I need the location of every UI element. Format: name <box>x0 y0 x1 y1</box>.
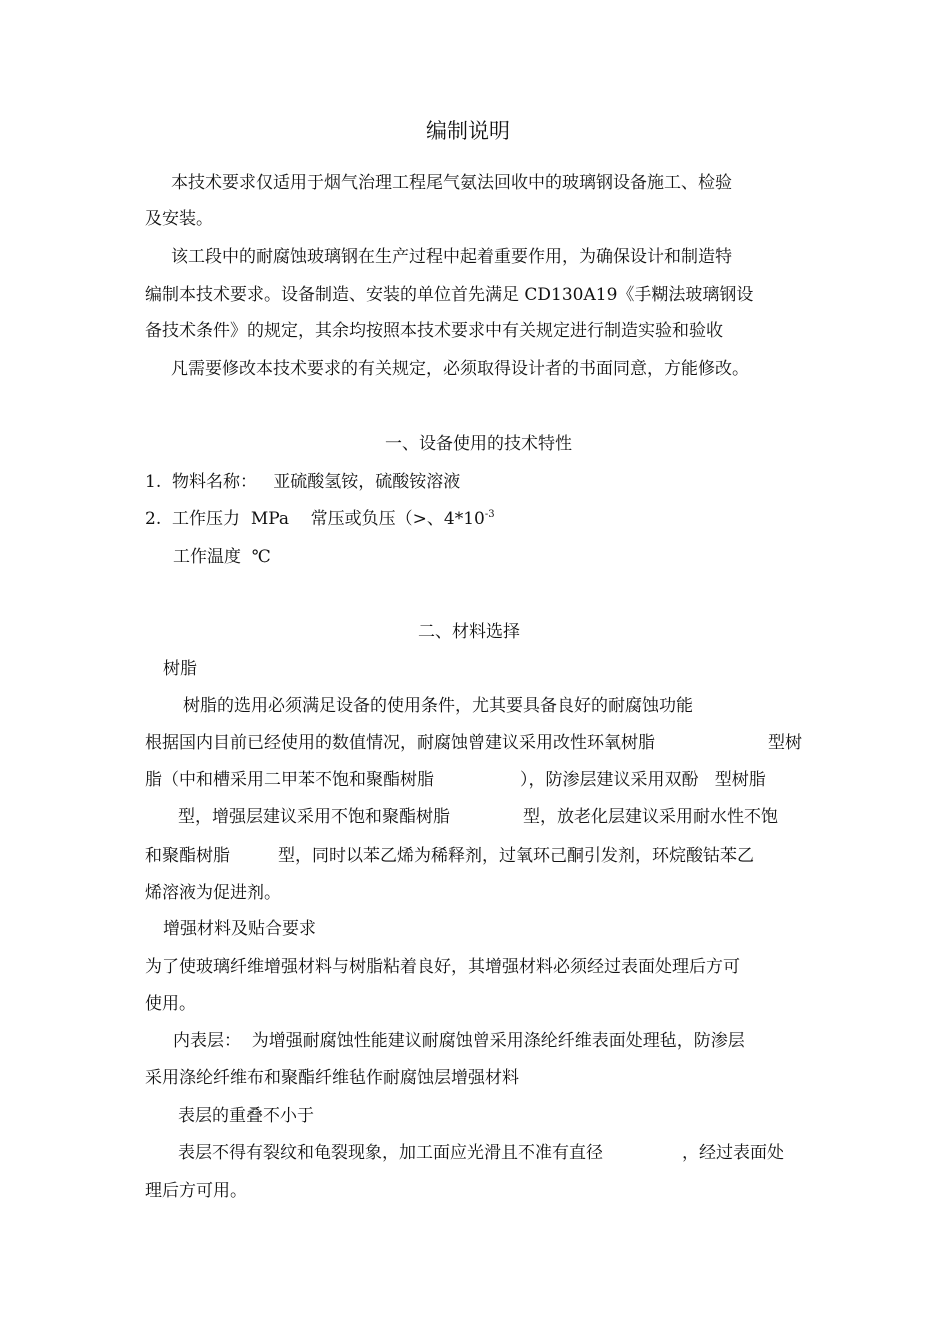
resin-paragraph-2-line-2: 脂（中和槽采用二甲苯不饱和聚酯树脂 <box>145 770 434 790</box>
surface-requirement-cont: 理后方可用。 <box>145 1181 247 1201</box>
resin-paragraph-1: 树脂的选用必须满足设备的使用条件，尤其要具备良好的耐腐蚀功能 <box>183 696 693 716</box>
overlap-requirement: 表层的重叠不小于 <box>178 1106 314 1126</box>
intro-paragraph-2-cont: 编制本技术要求。设备制造、安装的单位首先满足 CD130A19《手糊法玻璃钢设 <box>145 285 754 305</box>
section-2-heading: 二、材料选择 <box>418 622 520 642</box>
intro-paragraph-2: 该工段中的耐腐蚀玻璃钢在生产过程中起着重要作用，为确保设计和制造特 <box>171 247 732 267</box>
resin-paragraph-2-line-5: 烯溶液为促进剂。 <box>145 883 281 903</box>
resin-paragraph-2-line-1: 根据国内目前已经使用的数值情况，耐腐蚀曾建议采用改性环氧树脂 <box>145 733 655 753</box>
resin-paragraph-2-line-3: 型，增强层建议采用不饱和聚酯树脂 <box>178 807 450 827</box>
page-title: 编制说明 <box>426 119 510 143</box>
resin-paragraph-2-line-1-end: 型树 <box>768 733 802 753</box>
inner-layer-paragraph: 内表层： 为增强耐腐蚀性能建议耐腐蚀曾采用涤纶纤维表面处理毡，防渗层 <box>173 1031 745 1051</box>
inner-layer-paragraph-cont: 采用涤纶纤维布和聚酯纤维毡作耐腐蚀层增强材料 <box>145 1068 519 1088</box>
intro-paragraph-3: 凡需要修改本技术要求的有关规定，必须取得设计者的书面同意，方能修改。 <box>171 359 749 379</box>
reinforcement-subheading: 增强材料及贴合要求 <box>163 919 316 939</box>
resin-paragraph-2-line-4: 和聚酯树脂 <box>145 846 230 866</box>
resin-paragraph-2-line-4-end: 型，同时以苯乙烯为稀释剂，过氧环己酮引发剂，环烷酸钴苯乙 <box>278 846 754 866</box>
reinforcement-paragraph-cont: 使用。 <box>145 994 196 1014</box>
resin-paragraph-2-line-2-end: ），防渗层建议采用双酚 型树脂 <box>520 770 766 790</box>
reinforcement-paragraph: 为了使玻璃纤维增强材料与树脂粘着良好，其增强材料必须经过表面处理后方可 <box>145 957 740 977</box>
surface-requirement-end: ，经过表面处 <box>682 1143 784 1163</box>
working-temperature-item: 工作温度 ℃ <box>173 547 271 567</box>
surface-requirement: 表层不得有裂纹和龟裂现象，加工面应光滑且不准有直径 <box>178 1143 603 1163</box>
resin-paragraph-2-line-3-end: 型，放老化层建议采用耐水性不饱 <box>523 807 778 827</box>
material-name-item: 1. 物料名称： 亚硫酸氢铵，硫酸铵溶液 <box>145 472 461 492</box>
section-1-heading: 一、设备使用的技术特性 <box>385 434 572 454</box>
intro-paragraph-2-end: 备技术条件》的规定，其余均按照本技术要求中有关规定进行制造实验和验收 <box>145 321 723 341</box>
working-pressure-item <box>145 508 495 530</box>
intro-paragraph-1-cont: 及安装。 <box>145 209 213 229</box>
working-pressure-text: 2. 工作压力 MPa 常压或负压（>、4*10 <box>145 509 485 529</box>
intro-paragraph-1: 本技术要求仅适用于烟气治理工程尾气氨法回收中的玻璃钢设备施工、检验 <box>171 173 732 193</box>
pressure-exponent: -3 <box>484 509 495 520</box>
resin-subheading: 树脂 <box>163 659 197 679</box>
